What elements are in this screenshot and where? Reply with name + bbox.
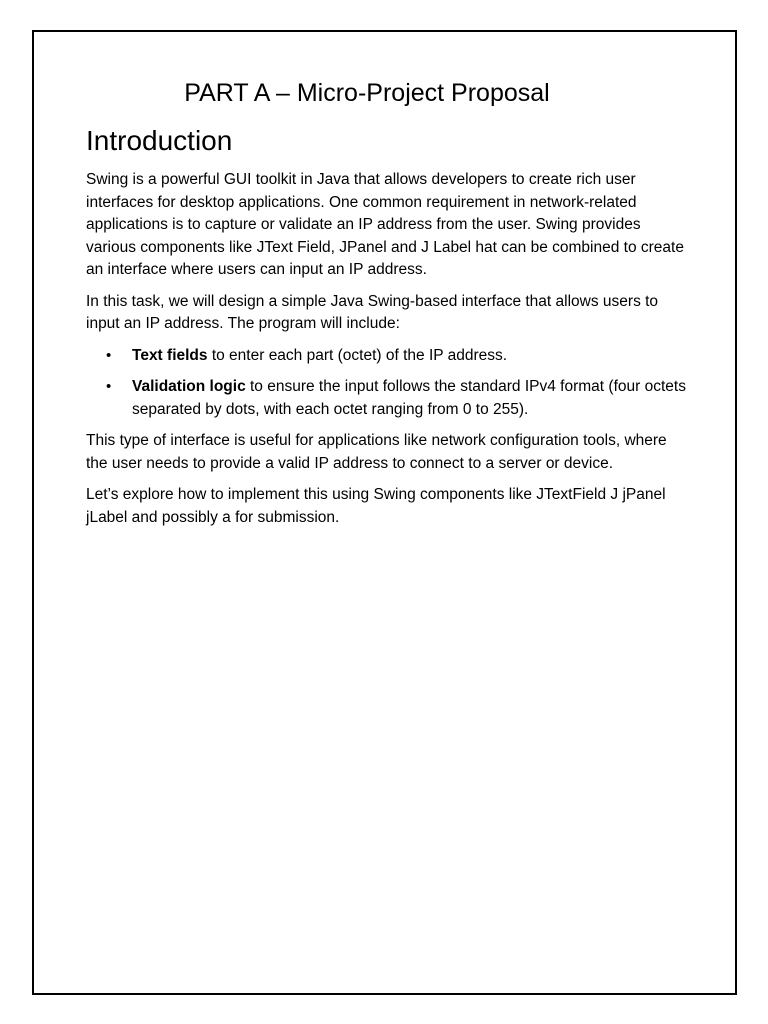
list-item-bold-label: Text fields [132,346,208,364]
bullet-icon: • [106,378,112,395]
list-item-text: to enter each part (octet) of the IP address. [207,346,508,364]
paragraph-intro: Swing is a powerful GUI toolkit in Java that allows developers to create rich user interfaces for desktop applications. One common requirement in network-related applications is to capture or validate an IP address from the user. Swing provides various components like JText Field, JPanel and J Label hat can be combined to create an interface where users can input an IP address. [86,171,684,278]
list-item-bold-label: Validation logic [132,378,246,395]
section-heading: Introduction [86,125,233,156]
document-body [86,124,692,538]
document-title: PART A – Micro-Project Proposal [184,79,550,107]
bullet-icon: • [106,346,112,364]
paragraph-explore: Let’s explore how to implement this using Swing components like JTextField J jPanel jLabel and possibly a for submission. [86,486,666,526]
list-item-text: to ensure the input follows the standard IPv4 format (four octets separated by dots, with each octet ranging from 0 to 255). [132,378,686,418]
paragraph-use-case: This type of interface is useful for applications like network configuration tools, where the user needs to provide a valid IP address to connect to a server or device. [86,432,667,472]
list-item [86,345,692,368]
paragraph-task: In this task, we will design a simple Java Swing-based interface that allows users to input an IP address. The program will include: [86,292,659,332]
list-item [86,376,692,421]
feature-list [86,345,692,422]
